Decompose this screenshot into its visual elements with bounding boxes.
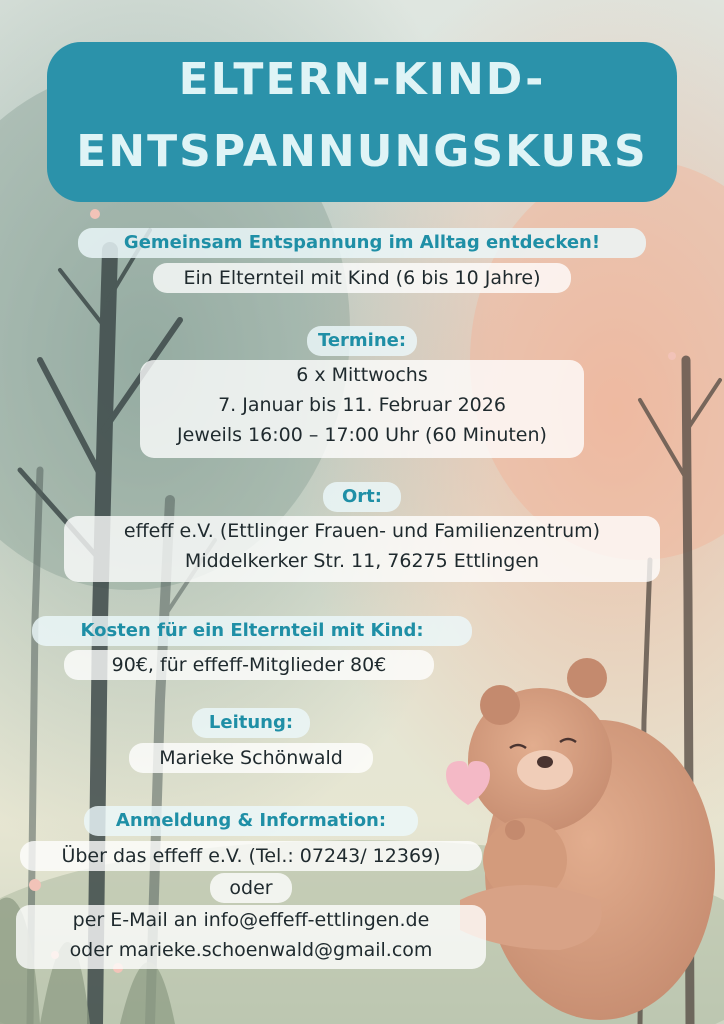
ort-line-2: Middelkerker Str. 11, 76275 Ettlingen <box>184 550 540 572</box>
anmeldung-line-2: oder <box>210 873 292 903</box>
anmeldung-heading: Anmeldung & Information: <box>84 806 418 836</box>
leitung-heading: Leitung: <box>192 708 310 738</box>
anmeldung-line-1: Über das effeff e.V. (Tel.: 07243/ 12369) <box>20 841 482 871</box>
ort-heading: Ort: <box>323 482 401 512</box>
audience-text: Ein Elternteil mit Kind (6 bis 10 Jahre) <box>153 263 571 293</box>
termine-heading: Termine: <box>307 326 417 356</box>
title-line-2: ENTSPANNUNGSKURS <box>76 126 648 177</box>
leitung-name: Marieke Schönwald <box>129 743 373 773</box>
kosten-text: 90€, für effeff-Mitglieder 80€ <box>64 650 434 680</box>
anmeldung-email-2: oder marieke.schoenwald@gmail.com <box>69 939 433 961</box>
termine-line-1: 6 x Mittwochs <box>296 364 428 386</box>
anmeldung-email-1: per E-Mail an info@effeff-ettlingen.de <box>72 909 430 931</box>
termine-line-3: Jeweils 16:00 – 17:00 Uhr (60 Minuten) <box>177 424 547 446</box>
termine-block <box>140 360 584 458</box>
anmeldung-email-block <box>16 905 486 969</box>
ort-line-1: effeff e.V. (Ettlinger Frauen- und Familienzentrum) <box>123 520 601 542</box>
subtitle: Gemeinsam Entspannung im Alltag entdecken! <box>78 228 646 258</box>
ort-block <box>64 516 660 582</box>
title-line-1: ELTERN-KIND- <box>178 54 546 105</box>
kosten-heading: Kosten für ein Elternteil mit Kind: <box>32 616 472 646</box>
termine-line-2: 7. Januar bis 11. Februar 2026 <box>218 394 506 416</box>
